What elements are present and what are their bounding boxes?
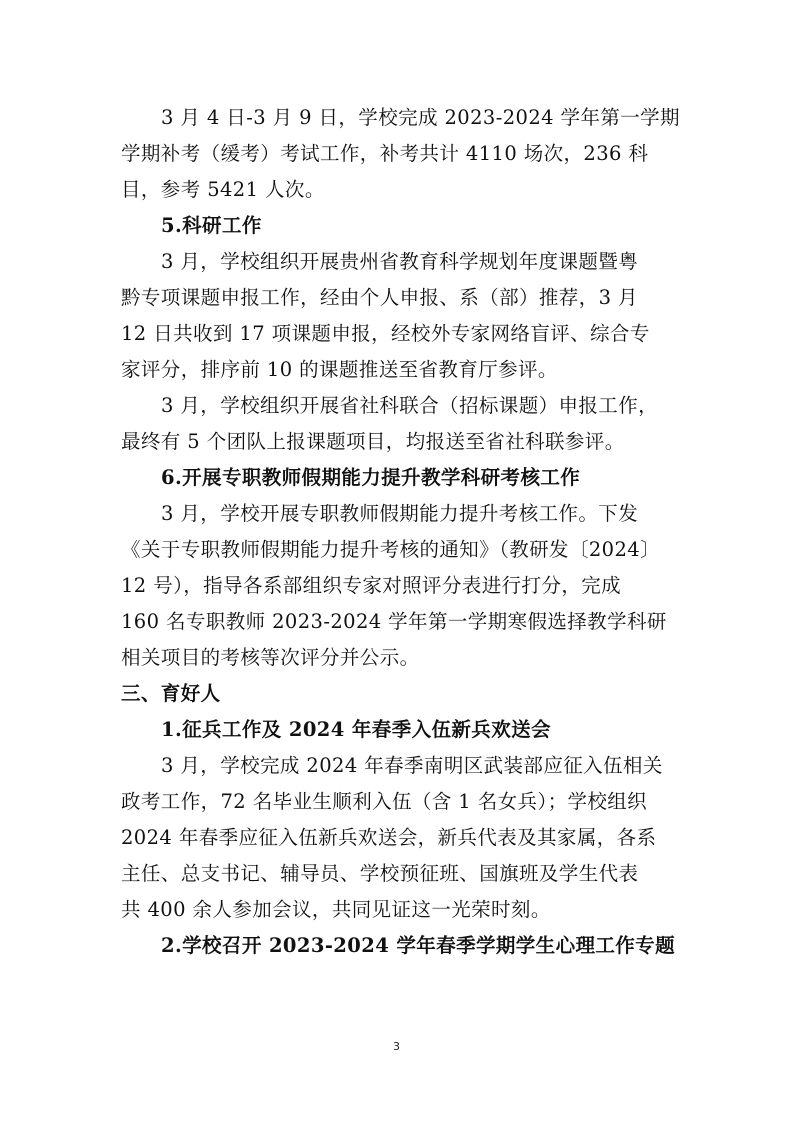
section-heading-teacher-assessment: 6.开展专职教师假期能力提升教学科研考核工作 [161,466,581,489]
section-heading-research: 5.科研工作 [161,214,262,237]
paragraph-line: 3 月，学校完成 2024 年春季南明区武装部应征入伍相关 [161,754,663,777]
paragraph-line: 共 400 余人参加会议，共同见证这一光荣时刻。 [121,898,551,921]
paragraph-line: 3 月，学校组织开展省社科联合（招标课题）申报工作， [161,394,659,417]
document-body [121,100,680,964]
paragraph-line: 最终有 5 个团队上报课题项目，均报送至省社科联参评。 [121,430,625,453]
paragraph-line: 《关于专职教师假期能力提升考核的通知》（教研发〔2024〕 [121,538,660,561]
paragraph-line: 12 号），指导各系部组织专家对照评分表进行打分，完成 [121,574,622,597]
paragraph-line: 3 月 4 日-3 月 9 日，学校完成 2023-2024 学年第一学期 [161,106,680,129]
page-number: 3 [393,1040,400,1053]
paragraph-line: 黔专项课题申报工作，经由个人申报、系（部）推荐，3 月 [121,286,638,309]
paragraph-line: 学期补考（缓考）考试工作，补考共计 4110 场次，236 科 [121,142,649,165]
paragraph-line: 政考工作，72 名毕业生顺利入伍（含 1 名女兵）；学校组织 [121,790,648,813]
chapter-heading-education: 三、育好人 [121,682,221,705]
section-heading-psychology: 2.学校召开 2023-2024 学年春季学期学生心理工作专题 [161,934,675,957]
paragraph-line: 160 名专职教师 2023-2024 学年第一学期寒假选择教学科研 [121,610,667,633]
paragraph-line: 家评分，排序前 10 的课题推送至省教育厅参评。 [121,358,558,381]
paragraph-line: 3 月，学校组织开展贵州省教育科学规划年度课题暨粤 [161,250,639,273]
paragraph-line: 12 日共收到 17 项课题申报，经校外专家网络盲评、综合专 [121,322,650,345]
paragraph-line: 主任、总支书记、辅导员、学校预征班、国旗班及学生代表 [121,862,639,885]
paragraph-line: 3 月，学校开展专职教师假期能力提升考核工作。下发 [161,502,639,525]
paragraph-line: 2024 年春季应征入伍新兵欢送会，新兵代表及其家属，各系 [121,826,657,849]
section-heading-conscription: 1.征兵工作及 2024 年春季入伍新兵欢送会 [161,718,551,741]
paragraph-line: 目，参考 5421 人次。 [121,178,325,201]
paragraph-line: 相关项目的考核等次评分并公示。 [121,646,420,669]
